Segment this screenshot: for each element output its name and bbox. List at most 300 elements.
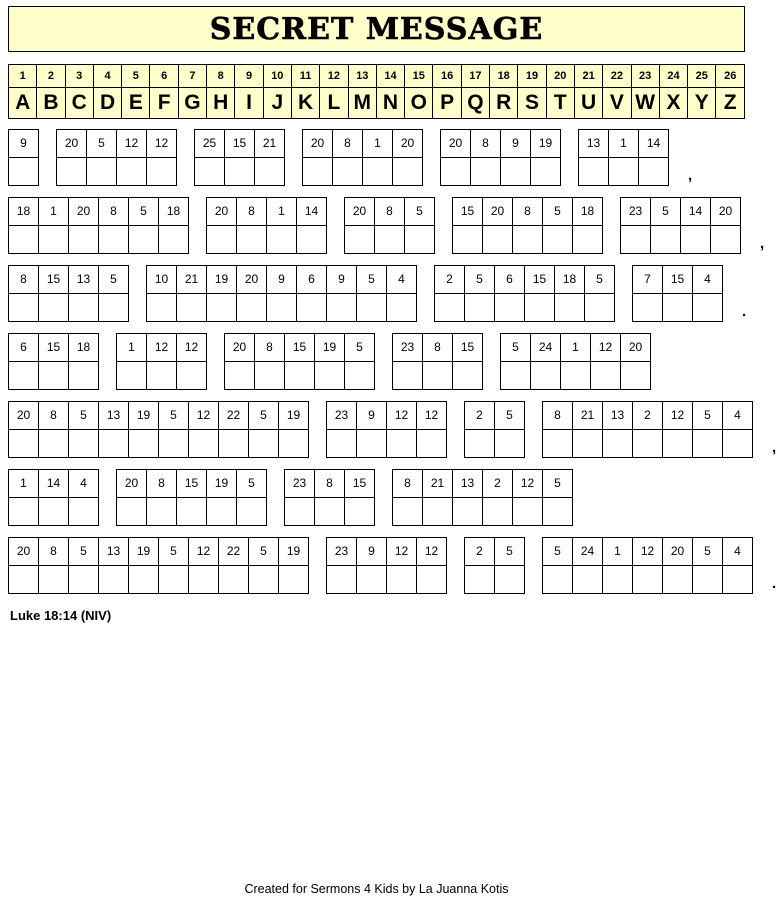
puzzle-answer-blank[interactable] xyxy=(57,158,86,186)
puzzle-cell xyxy=(284,333,315,390)
puzzle-answer-blank[interactable] xyxy=(69,226,98,254)
puzzle-answer-blank[interactable] xyxy=(177,362,206,390)
puzzle-cell-number: 19 xyxy=(531,129,560,158)
puzzle-cell-number: 15 xyxy=(39,265,68,294)
puzzle-cell xyxy=(530,333,561,390)
puzzle-answer-blank[interactable] xyxy=(267,294,296,322)
puzzle-answer-blank[interactable] xyxy=(633,294,662,322)
puzzle-answer-blank[interactable] xyxy=(579,158,608,186)
puzzle-cell-number: 14 xyxy=(639,129,668,158)
puzzle-answer-blank[interactable] xyxy=(147,362,176,390)
puzzle-cell xyxy=(542,197,573,254)
puzzle-answer-blank[interactable] xyxy=(207,226,236,254)
key-letter-cell: G xyxy=(178,88,206,119)
puzzle-answer-blank[interactable] xyxy=(237,226,266,254)
puzzle-cell-number: 5 xyxy=(501,333,530,362)
puzzle-answer-blank[interactable] xyxy=(279,430,308,458)
puzzle-cell-number: 5 xyxy=(69,537,98,566)
puzzle-answer-blank[interactable] xyxy=(249,430,278,458)
key-letter-cell: T xyxy=(546,88,574,119)
puzzle-answer-blank[interactable] xyxy=(159,566,188,594)
puzzle-answer-blank[interactable] xyxy=(603,430,632,458)
puzzle-cell xyxy=(326,401,357,458)
puzzle-cell xyxy=(620,333,651,390)
puzzle-cell-number: 18 xyxy=(159,197,188,226)
puzzle-cell-number: 8 xyxy=(375,197,404,226)
puzzle-answer-blank[interactable] xyxy=(315,498,344,526)
puzzle-cell xyxy=(692,265,723,322)
puzzle-answer-blank[interactable] xyxy=(69,498,98,526)
puzzle-cell xyxy=(68,197,99,254)
puzzle-cell xyxy=(278,537,309,594)
puzzle-answer-blank[interactable] xyxy=(39,498,68,526)
puzzle-cell xyxy=(254,333,285,390)
puzzle-answer-blank[interactable] xyxy=(315,362,344,390)
puzzle-punctuation: , xyxy=(688,167,693,184)
key-letter-cell: E xyxy=(122,88,150,119)
puzzle-cell xyxy=(650,197,681,254)
puzzle-answer-blank[interactable] xyxy=(423,498,452,526)
puzzle-cell xyxy=(176,469,207,526)
puzzle-answer-blank[interactable] xyxy=(723,430,752,458)
puzzle-cell-number: 4 xyxy=(723,537,752,566)
puzzle-answer-blank[interactable] xyxy=(465,294,494,322)
puzzle-answer-blank[interactable] xyxy=(219,430,248,458)
puzzle-answer-blank[interactable] xyxy=(9,430,38,458)
puzzle-cell-number: 20 xyxy=(441,129,470,158)
puzzle-answer-blank[interactable] xyxy=(393,158,422,186)
puzzle-answer-blank[interactable] xyxy=(531,158,560,186)
puzzle-cell xyxy=(392,333,423,390)
puzzle-answer-blank[interactable] xyxy=(441,158,470,186)
puzzle-answer-blank[interactable] xyxy=(327,566,356,594)
puzzle-answer-blank[interactable] xyxy=(513,498,542,526)
puzzle-cell xyxy=(356,537,387,594)
key-number-cell: 12 xyxy=(320,65,348,88)
puzzle-answer-blank[interactable] xyxy=(147,498,176,526)
key-letter-cell: U xyxy=(574,88,602,119)
puzzle-word xyxy=(116,469,266,526)
puzzle-answer-blank[interactable] xyxy=(159,226,188,254)
puzzle-cell-number: 5 xyxy=(465,265,494,294)
puzzle-cell xyxy=(386,401,417,458)
puzzle-word xyxy=(284,469,374,526)
puzzle-answer-blank[interactable] xyxy=(237,294,266,322)
puzzle-answer-blank[interactable] xyxy=(417,430,446,458)
key-letter-cell: K xyxy=(291,88,319,119)
puzzle-answer-blank[interactable] xyxy=(117,158,146,186)
puzzle-cell xyxy=(38,265,69,322)
puzzle-cell xyxy=(68,265,99,322)
puzzle-cell-number: 8 xyxy=(255,333,284,362)
puzzle-answer-blank[interactable] xyxy=(573,430,602,458)
puzzle-answer-blank[interactable] xyxy=(117,498,146,526)
puzzle-answer-blank[interactable] xyxy=(39,294,68,322)
puzzle-answer-blank[interactable] xyxy=(633,566,662,594)
puzzle-cell xyxy=(38,469,69,526)
puzzle-answer-blank[interactable] xyxy=(495,430,524,458)
cipher-key xyxy=(8,64,745,119)
puzzle-cell xyxy=(494,537,525,594)
puzzle-answer-blank[interactable] xyxy=(405,226,434,254)
puzzle-answer-blank[interactable] xyxy=(561,362,590,390)
puzzle-answer-blank[interactable] xyxy=(345,226,374,254)
puzzle-cell-number: 8 xyxy=(237,197,266,226)
puzzle-cell xyxy=(416,401,447,458)
puzzle-cell-number: 5 xyxy=(87,129,116,158)
puzzle-cell-number: 4 xyxy=(69,469,98,498)
puzzle-cell-number: 5 xyxy=(357,265,386,294)
puzzle-cell-number: 9 xyxy=(327,265,356,294)
puzzle-cell-number: 21 xyxy=(573,401,602,430)
puzzle-answer-blank[interactable] xyxy=(9,226,38,254)
cipher-key-table xyxy=(8,64,745,119)
puzzle-cell xyxy=(344,197,375,254)
puzzle-cell xyxy=(542,469,573,526)
puzzle-cell xyxy=(482,197,513,254)
puzzle-answer-blank[interactable] xyxy=(279,566,308,594)
puzzle-cell xyxy=(512,197,543,254)
puzzle-answer-blank[interactable] xyxy=(357,294,386,322)
puzzle-cell xyxy=(266,197,297,254)
puzzle-answer-blank[interactable] xyxy=(357,566,386,594)
puzzle-cell-number: 5 xyxy=(159,401,188,430)
puzzle-answer-blank[interactable] xyxy=(39,226,68,254)
puzzle-answer-blank[interactable] xyxy=(543,498,572,526)
puzzle-answer-blank[interactable] xyxy=(189,566,218,594)
puzzle-answer-blank[interactable] xyxy=(177,294,206,322)
puzzle-cell-number: 21 xyxy=(177,265,206,294)
puzzle-answer-blank[interactable] xyxy=(465,430,494,458)
puzzle-answer-blank[interactable] xyxy=(129,430,158,458)
scripture-reference: Luke 18:14 (NIV) xyxy=(10,608,112,623)
puzzle-answer-blank[interactable] xyxy=(573,566,602,594)
puzzle-answer-blank[interactable] xyxy=(297,294,326,322)
puzzle-cell xyxy=(470,129,501,186)
puzzle-answer-blank[interactable] xyxy=(225,362,254,390)
puzzle-cell-number: 5 xyxy=(543,537,572,566)
puzzle-cell-number: 23 xyxy=(393,333,422,362)
key-letter-cell: Q xyxy=(461,88,489,119)
puzzle-answer-blank[interactable] xyxy=(693,566,722,594)
puzzle-cell-number: 5 xyxy=(249,537,278,566)
puzzle-answer-blank[interactable] xyxy=(345,498,374,526)
puzzle-cell xyxy=(206,265,237,322)
puzzle-answer-blank[interactable] xyxy=(357,430,386,458)
puzzle-answer-blank[interactable] xyxy=(69,430,98,458)
puzzle-cell xyxy=(146,333,177,390)
puzzle-answer-blank[interactable] xyxy=(453,498,482,526)
puzzle-cell xyxy=(632,401,663,458)
key-letter-cell: M xyxy=(348,88,376,119)
key-number-cell: 14 xyxy=(376,65,404,88)
puzzle-cell xyxy=(128,197,159,254)
puzzle-cell xyxy=(248,401,279,458)
puzzle-answer-blank[interactable] xyxy=(663,430,692,458)
puzzle-cell xyxy=(8,333,39,390)
puzzle-cell-number: 13 xyxy=(579,129,608,158)
puzzle-area xyxy=(8,129,776,594)
puzzle-answer-blank[interactable] xyxy=(573,226,602,254)
puzzle-word xyxy=(8,129,38,186)
key-number-cell: 5 xyxy=(122,65,150,88)
puzzle-answer-blank[interactable] xyxy=(159,430,188,458)
puzzle-answer-blank[interactable] xyxy=(129,566,158,594)
puzzle-answer-blank[interactable] xyxy=(117,362,146,390)
puzzle-cell-number: 6 xyxy=(495,265,524,294)
puzzle-line xyxy=(8,537,776,594)
puzzle-word xyxy=(464,537,524,594)
puzzle-cell-number: 22 xyxy=(219,537,248,566)
puzzle-cell xyxy=(98,401,129,458)
key-letter-cell: A xyxy=(9,88,37,119)
puzzle-answer-blank[interactable] xyxy=(633,430,662,458)
puzzle-cell-number: 21 xyxy=(423,469,452,498)
puzzle-cell xyxy=(38,401,69,458)
puzzle-cell xyxy=(158,401,189,458)
puzzle-word xyxy=(302,129,422,186)
puzzle-answer-blank[interactable] xyxy=(177,498,206,526)
puzzle-answer-blank[interactable] xyxy=(543,430,572,458)
puzzle-answer-blank[interactable] xyxy=(255,158,284,186)
puzzle-answer-blank[interactable] xyxy=(69,566,98,594)
puzzle-cell xyxy=(722,401,753,458)
puzzle-answer-blank[interactable] xyxy=(87,158,116,186)
puzzle-cell xyxy=(116,333,147,390)
puzzle-answer-blank[interactable] xyxy=(195,158,224,186)
puzzle-answer-blank[interactable] xyxy=(303,158,332,186)
puzzle-answer-blank[interactable] xyxy=(9,362,38,390)
puzzle-cell xyxy=(344,469,375,526)
puzzle-answer-blank[interactable] xyxy=(543,226,572,254)
puzzle-answer-blank[interactable] xyxy=(363,158,392,186)
puzzle-answer-blank[interactable] xyxy=(285,362,314,390)
key-number-cell: 7 xyxy=(178,65,206,88)
puzzle-answer-blank[interactable] xyxy=(495,566,524,594)
puzzle-cell xyxy=(404,197,435,254)
puzzle-cell-number: 5 xyxy=(129,197,158,226)
puzzle-cell xyxy=(326,265,357,322)
puzzle-answer-blank[interactable] xyxy=(483,498,512,526)
puzzle-cell xyxy=(116,129,147,186)
puzzle-answer-blank[interactable] xyxy=(207,498,236,526)
puzzle-cell-number: 8 xyxy=(39,401,68,430)
puzzle-cell xyxy=(392,469,423,526)
puzzle-cell-number: 5 xyxy=(69,401,98,430)
puzzle-answer-blank[interactable] xyxy=(225,158,254,186)
puzzle-answer-blank[interactable] xyxy=(453,226,482,254)
puzzle-cell-number: 19 xyxy=(129,401,158,430)
puzzle-cell-number: 4 xyxy=(693,265,722,294)
puzzle-word xyxy=(326,537,446,594)
puzzle-answer-blank[interactable] xyxy=(9,158,38,186)
puzzle-cell xyxy=(620,197,651,254)
puzzle-answer-blank[interactable] xyxy=(99,226,128,254)
puzzle-cell-number: 20 xyxy=(483,197,512,226)
puzzle-answer-blank[interactable] xyxy=(501,158,530,186)
puzzle-cell-number: 5 xyxy=(693,537,722,566)
puzzle-answer-blank[interactable] xyxy=(333,158,362,186)
puzzle-answer-blank[interactable] xyxy=(453,362,482,390)
puzzle-answer-blank[interactable] xyxy=(99,294,128,322)
puzzle-cell xyxy=(296,197,327,254)
puzzle-cell xyxy=(542,401,573,458)
puzzle-answer-blank[interactable] xyxy=(285,498,314,526)
puzzle-answer-blank[interactable] xyxy=(219,566,248,594)
puzzle-answer-blank[interactable] xyxy=(387,294,416,322)
puzzle-cell-number: 18 xyxy=(69,333,98,362)
puzzle-answer-blank[interactable] xyxy=(471,158,500,186)
puzzle-cell-number: 19 xyxy=(207,469,236,498)
puzzle-answer-blank[interactable] xyxy=(417,566,446,594)
puzzle-cell-number: 1 xyxy=(603,537,632,566)
puzzle-cell xyxy=(314,469,345,526)
puzzle-answer-blank[interactable] xyxy=(531,362,560,390)
puzzle-cell xyxy=(464,537,495,594)
puzzle-cell xyxy=(440,129,471,186)
puzzle-answer-blank[interactable] xyxy=(621,362,650,390)
puzzle-answer-blank[interactable] xyxy=(513,226,542,254)
puzzle-answer-blank[interactable] xyxy=(555,294,584,322)
puzzle-answer-blank[interactable] xyxy=(723,566,752,594)
puzzle-cell-number: 20 xyxy=(711,197,740,226)
puzzle-cell-number: 14 xyxy=(681,197,710,226)
puzzle-answer-blank[interactable] xyxy=(501,362,530,390)
puzzle-cell xyxy=(386,537,417,594)
puzzle-answer-blank[interactable] xyxy=(621,226,650,254)
puzzle-answer-blank[interactable] xyxy=(495,294,524,322)
puzzle-cell-number: 19 xyxy=(129,537,158,566)
key-number-cell: 22 xyxy=(603,65,631,88)
puzzle-cell xyxy=(602,401,633,458)
puzzle-answer-blank[interactable] xyxy=(297,226,326,254)
puzzle-answer-blank[interactable] xyxy=(393,498,422,526)
puzzle-punctuation: . xyxy=(742,303,747,320)
puzzle-answer-blank[interactable] xyxy=(255,362,284,390)
puzzle-answer-blank[interactable] xyxy=(189,430,218,458)
puzzle-answer-blank[interactable] xyxy=(663,566,692,594)
key-number-cell: 18 xyxy=(490,65,518,88)
puzzle-answer-blank[interactable] xyxy=(639,158,668,186)
puzzle-answer-blank[interactable] xyxy=(39,566,68,594)
puzzle-answer-blank[interactable] xyxy=(387,430,416,458)
puzzle-answer-blank[interactable] xyxy=(129,226,158,254)
puzzle-word xyxy=(8,469,98,526)
puzzle-cell xyxy=(284,469,315,526)
puzzle-answer-blank[interactable] xyxy=(663,294,692,322)
puzzle-answer-blank[interactable] xyxy=(387,566,416,594)
puzzle-answer-blank[interactable] xyxy=(543,566,572,594)
puzzle-cell-number: 24 xyxy=(573,537,602,566)
puzzle-answer-blank[interactable] xyxy=(69,362,98,390)
puzzle-cell-number: 2 xyxy=(465,401,494,430)
puzzle-cell xyxy=(146,129,177,186)
puzzle-answer-blank[interactable] xyxy=(147,158,176,186)
puzzle-cell xyxy=(572,401,603,458)
puzzle-cell-number: 8 xyxy=(147,469,176,498)
puzzle-answer-blank[interactable] xyxy=(375,226,404,254)
puzzle-cell xyxy=(98,537,129,594)
puzzle-cell xyxy=(8,469,39,526)
puzzle-cell xyxy=(8,265,39,322)
puzzle-answer-blank[interactable] xyxy=(603,566,632,594)
puzzle-answer-blank[interactable] xyxy=(237,498,266,526)
puzzle-answer-blank[interactable] xyxy=(591,362,620,390)
puzzle-answer-blank[interactable] xyxy=(69,294,98,322)
puzzle-answer-blank[interactable] xyxy=(99,430,128,458)
puzzle-cell-number: 18 xyxy=(555,265,584,294)
puzzle-answer-blank[interactable] xyxy=(693,430,722,458)
key-number-cell: 16 xyxy=(433,65,461,88)
puzzle-cell-number: 14 xyxy=(297,197,326,226)
puzzle-answer-blank[interactable] xyxy=(423,362,452,390)
puzzle-answer-blank[interactable] xyxy=(711,226,740,254)
puzzle-answer-blank[interactable] xyxy=(147,294,176,322)
puzzle-word xyxy=(326,401,446,458)
puzzle-answer-blank[interactable] xyxy=(249,566,278,594)
puzzle-answer-blank[interactable] xyxy=(585,294,614,322)
puzzle-answer-blank[interactable] xyxy=(207,294,236,322)
cipher-key-letters-row xyxy=(9,88,745,119)
puzzle-cell-number: 1 xyxy=(363,129,392,158)
puzzle-cell xyxy=(206,197,237,254)
puzzle-cell-number: 8 xyxy=(513,197,542,226)
puzzle-cell xyxy=(392,129,423,186)
puzzle-answer-blank[interactable] xyxy=(327,294,356,322)
puzzle-answer-blank[interactable] xyxy=(651,226,680,254)
puzzle-cell-number: 2 xyxy=(465,537,494,566)
puzzle-answer-blank[interactable] xyxy=(267,226,296,254)
puzzle-answer-blank[interactable] xyxy=(525,294,554,322)
puzzle-answer-blank[interactable] xyxy=(345,362,374,390)
puzzle-cell xyxy=(662,537,693,594)
puzzle-cell-number: 25 xyxy=(195,129,224,158)
puzzle-cell xyxy=(500,333,531,390)
puzzle-word xyxy=(206,197,326,254)
puzzle-answer-blank[interactable] xyxy=(39,362,68,390)
key-number-cell: 2 xyxy=(37,65,65,88)
puzzle-cell-number: 5 xyxy=(543,197,572,226)
puzzle-cell-number: 1 xyxy=(39,197,68,226)
puzzle-word xyxy=(542,401,752,458)
puzzle-answer-blank[interactable] xyxy=(483,226,512,254)
puzzle-cell-number: 5 xyxy=(651,197,680,226)
puzzle-answer-blank[interactable] xyxy=(609,158,638,186)
puzzle-answer-blank[interactable] xyxy=(327,430,356,458)
puzzle-answer-blank[interactable] xyxy=(393,362,422,390)
puzzle-cell-number: 19 xyxy=(279,537,308,566)
puzzle-answer-blank[interactable] xyxy=(435,294,464,322)
puzzle-cell-number: 5 xyxy=(99,265,128,294)
puzzle-cell-number: 19 xyxy=(279,401,308,430)
puzzle-answer-blank[interactable] xyxy=(693,294,722,322)
puzzle-cell-number: 6 xyxy=(297,265,326,294)
puzzle-answer-blank[interactable] xyxy=(99,566,128,594)
puzzle-answer-blank[interactable] xyxy=(9,566,38,594)
puzzle-answer-blank[interactable] xyxy=(9,294,38,322)
puzzle-cell xyxy=(542,537,573,594)
puzzle-cell xyxy=(692,537,723,594)
puzzle-cell xyxy=(632,265,663,322)
puzzle-cell xyxy=(302,129,333,186)
puzzle-answer-blank[interactable] xyxy=(9,498,38,526)
puzzle-answer-blank[interactable] xyxy=(681,226,710,254)
puzzle-answer-blank[interactable] xyxy=(465,566,494,594)
puzzle-cell xyxy=(362,129,393,186)
puzzle-answer-blank[interactable] xyxy=(39,430,68,458)
puzzle-cell-number: 20 xyxy=(117,469,146,498)
puzzle-cell xyxy=(68,333,99,390)
